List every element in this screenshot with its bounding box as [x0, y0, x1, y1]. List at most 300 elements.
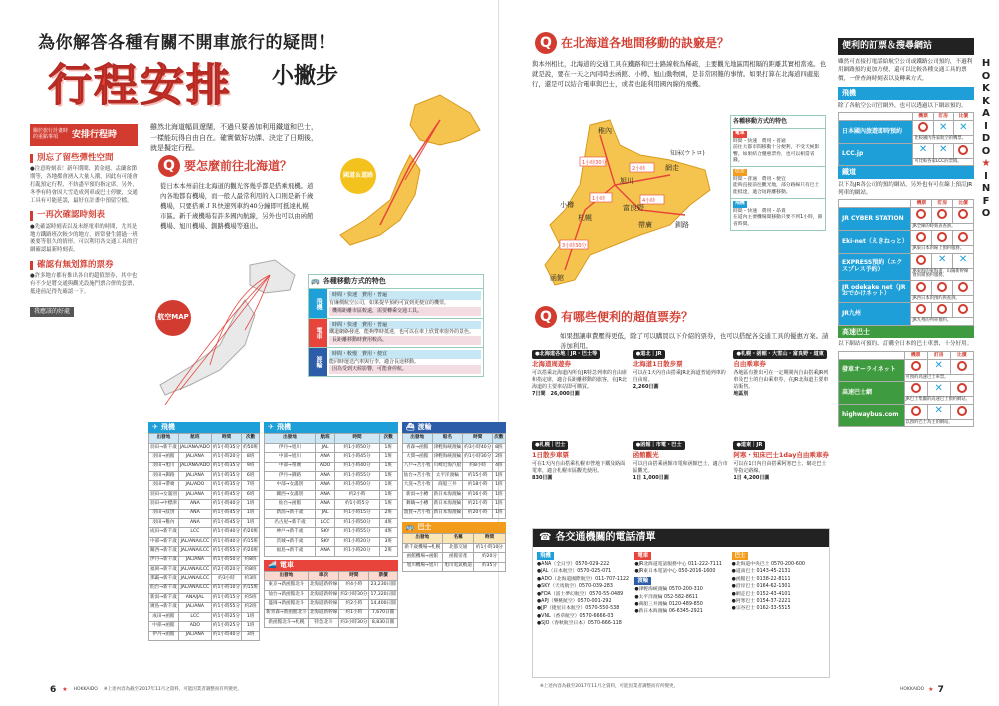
air2-table-title: 飛機 [277, 423, 291, 431]
table-cell: 廣島→新千歲 [149, 603, 179, 612]
phone-list-body [533, 547, 829, 632]
feature-cons: 長距離移動時費用較高。 [329, 336, 481, 345]
table-cell: 函館機場→函館 [402, 553, 442, 562]
table-cell: 約3小時30分 [339, 618, 369, 627]
table-cell: 商船三井 [432, 481, 463, 490]
booking-site-note: JR全線的時刻表查詢。 [911, 223, 974, 231]
table-cell: 約1小時10分 [474, 543, 505, 552]
page-title: 行程安排 [48, 60, 232, 111]
table-cell: 成田→函館 [149, 612, 179, 621]
table-cell: 新日本海渡輪 [432, 490, 463, 499]
table-cell: JAL/ANA [178, 472, 211, 481]
side-title: 便利的訂票＆搜尋網站 [838, 38, 974, 55]
move-feature-body: 在道內主要機場間移動只要不到1小時，節省時間。 [733, 215, 823, 227]
page-number: 7 [937, 685, 944, 695]
booking-col: 機票 [911, 200, 932, 208]
timetables [148, 422, 504, 682]
available-icon [932, 231, 953, 246]
vertical-letter: D [981, 133, 991, 144]
pass-price: 1日 4,200日圓 [733, 474, 770, 481]
table-row [265, 509, 398, 518]
q2-title: 在北海道各地間移動的訣竅是？ [561, 35, 730, 50]
booking-category: 高速巴士 [838, 326, 974, 339]
table-cell: JAL/ANA/ADO [178, 443, 211, 452]
table-cell: 4班 [379, 518, 397, 527]
vertical-letter: F [982, 195, 990, 207]
table-cell: 茨城→新千歲 [265, 537, 316, 546]
ferry-table-title: 渡輪 [417, 423, 432, 431]
table-cell: 9班 [242, 462, 260, 471]
table-cell: 1班 [493, 481, 505, 490]
table-cell: 約1小時50分 [335, 518, 379, 527]
available-icon [932, 208, 953, 223]
vertical-brand [979, 58, 993, 221]
table-row [265, 481, 398, 490]
table-cell: 新青森→新函館北斗 [265, 609, 309, 618]
table-cell: 關西→女滿別 [265, 490, 316, 499]
section-bar: 我應該的好處 [30, 307, 74, 317]
bus-table-title: 巴士 [417, 522, 432, 531]
booking-site-name[interactable]: JR CYBER STATION [839, 208, 911, 231]
pass-price: 1日 1,000日圓 [632, 474, 669, 481]
table-cell: 約2小時 [335, 490, 379, 499]
table-cell: 約20班 [242, 547, 260, 556]
table-cell: 約1小時40分 [211, 528, 241, 537]
phone-icon: ☎ [539, 532, 552, 543]
table-cell: 1班 [379, 500, 397, 509]
table-row [402, 481, 505, 490]
booking-site-name[interactable]: EXPRESS預約（エクスプレス予約） [839, 253, 911, 280]
features-title-text: 各種移動方式的特色 [322, 277, 386, 285]
booking-sites [838, 58, 974, 427]
unavailable-icon: ✕ [953, 253, 974, 268]
booking-note: 以下為JR各公司的預約網站，另外也有可在線上預訂JR列車的網站。 [838, 181, 973, 197]
table-cell: JAL/ANA [178, 453, 211, 462]
booking-site-note: 可比較各家LCC的票價。 [913, 158, 974, 166]
table-row [149, 509, 260, 518]
phone-entry: ●津輕海峽渡輪 0570-200-310 [634, 587, 703, 593]
booking-site-name[interactable]: 發車オーライネット [839, 359, 905, 382]
phone-entry: ●網走巴士 0152-43-4101 [731, 591, 791, 597]
available-icon [950, 382, 973, 397]
booking-table [838, 112, 974, 166]
pass-body: 可以在1日內自由搭乘阿寒巴士、網走巴士等指定路線。 [733, 460, 827, 474]
tip-body: ●注意時刻表！新年期間、黃金週、盂蘭盆節期等，各地都會湧入大量人潮，因此有可能會打亂預定行程，不妨盡早預約指定席。另外，冬季有時會因大雪造成列車或巴士停駛，交通工具有可能延誤，最好在計畫中預留空檔。 [30, 166, 138, 204]
map-time: 1小時 [592, 196, 606, 202]
map-place: 網走 [665, 164, 679, 172]
page-subtitle: 為你解答各種有關不開車旅行的疑問！ [38, 33, 336, 53]
phone-entry: ●FDA（富士夢幻航空）0570-55-0489 [537, 591, 624, 597]
table-cell: 約1小時45分 [335, 453, 379, 462]
booking-note: 以下網站可預約、訂購全日本的巴士車票，十分好用。 [838, 341, 973, 348]
page-footer-left [50, 684, 242, 696]
table-header-cell: 時間 [211, 434, 241, 443]
table-cell: 3班 [242, 631, 260, 640]
table-cell: 約1小時15分 [335, 509, 379, 518]
booking-site-name[interactable]: LCC.jp [839, 143, 913, 166]
air-table [148, 433, 260, 641]
table-row [149, 528, 260, 537]
phone-entry: ●道南巴士 0143-45-2131 [731, 569, 791, 575]
table-cell: ANA [178, 518, 211, 527]
table-cell: 1班 [242, 500, 260, 509]
table-header-cell: 出發地 [402, 534, 442, 543]
phone-entry: ●北海道中央巴士 0570-200-600 [731, 561, 805, 567]
table-cell: 函館帝產 [442, 553, 474, 562]
table-cell: 1班 [379, 481, 397, 490]
table-row [149, 631, 260, 640]
vertical-letter: O [981, 208, 991, 219]
vertical-letter: I [984, 170, 988, 182]
move-feature-body: 前往大都市間移動十分便利，不受天候影響。如果結合優惠票券，也可以相當省錢。 [733, 145, 820, 163]
table-cell: ANA [315, 547, 335, 556]
booking-row [839, 303, 974, 318]
table-cell: SKY [315, 537, 335, 546]
q1-heading [158, 155, 292, 177]
table-header-cell: 時間 [463, 434, 493, 443]
transport-features [308, 274, 484, 377]
table-row [265, 490, 398, 499]
table-cell: LCC [315, 518, 335, 527]
table-row [149, 462, 260, 471]
table-cell: ADO [315, 462, 335, 471]
table-cell: 北海道新幹線 [308, 600, 339, 609]
unavailable-icon: ✕ [953, 121, 973, 136]
table-cell: 伊丹→釧路 [265, 472, 316, 481]
table-cell: 約3小時 [211, 575, 241, 584]
booking-site-name[interactable]: JR九州 [839, 303, 911, 326]
table-cell: 福島→新千歲 [265, 547, 316, 556]
booking-row [839, 359, 974, 374]
table-cell: 2班 [379, 547, 397, 556]
table-cell: 約1小時35分 [211, 462, 241, 471]
bus-table [402, 533, 506, 572]
phone-column [732, 551, 825, 628]
booking-col: 比價 [950, 351, 973, 359]
booking-site-name[interactable]: JR odekake net（JRおでかけネット） [839, 280, 911, 303]
table-header-cell: 出發地 [402, 434, 432, 443]
tip-heading: 別忘了留些彈性空間 [30, 154, 138, 163]
available-icon [953, 231, 974, 246]
side-header-big: 安排行程時 [72, 129, 118, 140]
q2-body: 與本州相比，北海道的交通工具在鐵路和巴士路線較為稀疏，主要觀光地區間相隔的距離其實相當遠。也就是說，要在一天之內同時去函館、小樽、旭山動物園，是非常困難的事情。如果打算在北海道四處旅行，還是可以結合電車與巴士，或者也能利用國內線的飛機。 [532, 60, 826, 88]
table-cell: 約1小時5分 [335, 500, 379, 509]
phone-list-title: 各交通機關的電話清單 [555, 532, 656, 543]
phone-column [537, 551, 630, 628]
booking-site-note: JR東日本的線上預約服務。 [911, 246, 974, 254]
table-cell: 1班 [379, 490, 397, 499]
table-row [265, 500, 398, 509]
table-cell: 川崎近海汽船 [432, 462, 463, 471]
table-cell: 4班 [493, 462, 505, 471]
table-row [265, 600, 398, 609]
table-cell: 東京→新函館北斗 [265, 581, 309, 590]
table-row [265, 462, 398, 471]
air-table-title: 飛機 [160, 423, 175, 431]
vertical-letter: K [982, 95, 990, 107]
available-icon [911, 231, 932, 246]
phone-entry: ●沿岸巴士 0164-62-1301 [731, 584, 791, 590]
table-cell: 八戶→苫小牧 [402, 462, 432, 471]
table-cell: LCC [178, 528, 211, 537]
phone-entry: ●ANA（全日空）0570-029-222 [537, 561, 610, 567]
table-row [149, 556, 260, 565]
booking-row [839, 253, 974, 268]
table-cell: 仙台→新千歲 [149, 584, 179, 593]
table-cell: 羽田→旭川 [149, 462, 179, 471]
table-cell: 中部→函館 [149, 622, 179, 631]
table-cell: 1班 [379, 472, 397, 481]
table-cell: 1班 [242, 612, 260, 621]
table-cell: 約20班 [242, 528, 260, 537]
table-cell: JAL [315, 509, 335, 518]
table-cell: 約5班 [242, 594, 260, 603]
table-cell: 約2小時 [339, 600, 369, 609]
table-cell: 新日本海渡輪 [432, 500, 463, 509]
booking-table [838, 351, 974, 428]
train-icon: 🚄 [268, 560, 277, 569]
map-place: 知床(ウトロ) [670, 150, 705, 157]
pass-region: ●道北｜JR [633, 350, 665, 359]
air2-table-header [264, 422, 398, 433]
booking-site-name[interactable]: 日本國內旅遊即時預約 [839, 121, 913, 144]
table-cell: 1班 [242, 518, 260, 527]
phone-list [532, 528, 830, 678]
pass-body: 可在1天內自由搭乘札幌市營地下鐵及路面電車，適合札幌市區觀光使用。 [532, 460, 626, 474]
table-cell: JAL/ADO [178, 481, 211, 490]
table-cell: 約1小時45分 [211, 490, 241, 499]
table-header-cell: 次數 [493, 434, 505, 443]
move-feature-row [731, 128, 825, 166]
table-row [149, 443, 260, 452]
pass-card [733, 441, 830, 521]
table-row [265, 443, 398, 452]
table-cell: 約1小時30分 [463, 453, 493, 462]
unavailable-icon: ✕ [927, 404, 950, 419]
hokkaido-shape [250, 260, 295, 293]
booking-col: 機票 [913, 113, 933, 121]
pass-body: 可以在1天內自由搭乘JR北海道普通列車的自由席。 [632, 370, 726, 384]
star-icon: ★ [928, 686, 934, 694]
pass-region: ●北海道各地｜JR・巴士等 [532, 350, 600, 359]
table-cell: 7班 [242, 481, 260, 490]
unavailable-icon: ✕ [933, 121, 953, 136]
table-row [402, 543, 505, 552]
move-feature-row [731, 198, 825, 230]
phone-category: 飛機 [537, 552, 554, 560]
table-row [149, 490, 260, 499]
table-cell: 舞鶴→小樽 [402, 500, 432, 509]
table-cell: 名古屋→新千歲 [265, 518, 316, 527]
table-cell: 約1小時55分 [335, 472, 379, 481]
table-cell: ANA [178, 509, 211, 518]
table-header-cell: 時間 [339, 571, 369, 580]
table-cell: 約1小時40分 [211, 500, 241, 509]
table-row [149, 547, 260, 556]
table-cell: 約2小時20分 [211, 565, 241, 574]
booking-row [839, 231, 974, 246]
table-cell: 約3班 [242, 575, 260, 584]
pass-card [733, 350, 830, 437]
table-row [149, 594, 260, 603]
feature-pros: 時間・較慢 費用・便宜 [329, 350, 481, 359]
phone-category: 渡輪 [634, 577, 651, 585]
q-icon: Q [158, 155, 180, 177]
booking-row [839, 404, 974, 419]
bus-table-header [402, 522, 506, 533]
table-cell: JAL/ANA/LCC [178, 547, 211, 556]
move-features-title: 各種移動方式的特色 [733, 118, 788, 125]
table-cell: 太平洋渡輪 [432, 472, 463, 481]
pass-title: 函館觀光 [632, 450, 659, 459]
page-number-right [900, 684, 944, 696]
table-cell: 1班 [242, 509, 260, 518]
phone-entry: ●新日本海渡輪 06-6345-2921 [634, 609, 703, 615]
table-cell: 1班 [493, 472, 505, 481]
booking-col: 比價 [953, 113, 973, 121]
brand: HOKKAIDO [73, 687, 98, 693]
feature-body: 有廉價航空公司，如果提早預約可買到更便宜的機票。 [329, 300, 450, 307]
available-icon [904, 404, 927, 419]
map-place: 釧路 [675, 221, 689, 229]
feature-pros: 時間・快速 費用・普遍 [329, 291, 481, 300]
booking-col [839, 200, 911, 208]
table-row [265, 609, 398, 618]
available-icon [932, 303, 953, 318]
vertical-letter: K [982, 83, 990, 94]
table-cell: 那霸→新千歲 [149, 575, 179, 584]
table-cell: 敦賀→苫小牧 [402, 509, 432, 518]
table-row [149, 584, 260, 593]
table-cell: JAL [315, 443, 335, 452]
table-cell: 約1小時55分 [211, 547, 241, 556]
booking-row [839, 280, 974, 295]
table-cell: 中部→新千歲 [149, 537, 179, 546]
unavailable-icon: ✕ [933, 143, 953, 158]
booking-site-name[interactable]: Eki-net（えきねっと） [839, 231, 911, 254]
table-header-cell: 時間 [474, 534, 505, 543]
table-cell: 約1小時15分 [211, 594, 241, 603]
map-place: 函館 [550, 274, 564, 282]
table-cell: JAL/ANA/ADO [178, 462, 211, 471]
table-row [402, 509, 505, 518]
map-time: 1小時30分 [582, 160, 607, 166]
available-icon [953, 280, 974, 295]
table-cell: 1班 [493, 509, 505, 518]
table-cell: JAL/ANA/LCC [178, 575, 211, 584]
table-row [149, 537, 260, 546]
table-cell: ANA/JAL [178, 594, 211, 603]
booking-site-name[interactable]: 高速巴士網 [839, 382, 905, 405]
q1-body: 從日本本州前往北海道的觀光客幾乎都是搭乘飛機。道內各地都有機場，而一般人最常利用的入口則是新千歲機場，只要搭乘ＪＲ快速列車約40分鐘即可抵達札幌市區。新千歲機場有許多國內航線，另外也可以由函館機場、旭川機場、釧路機場等進出。 [160, 182, 314, 230]
pass-title: 北海道1日散步票 [632, 360, 683, 369]
phone-entry: ●商船三井渡輪 0120-489-850 [634, 601, 703, 607]
phone-entry: ●JAL（日本航空）0570-025-071 [537, 569, 612, 575]
ferry-table-header [402, 422, 506, 433]
move-feature-tag: 時間・快速 費用・昂貴 [733, 208, 786, 214]
footnote: ※上述內容為截至2017年11月之資料，可能因業者調整而有所變更。 [540, 684, 678, 689]
table-cell: 約18小時 [463, 481, 493, 490]
phone-entry: ●JJP（捷星日本航空）0570-550-538 [537, 606, 620, 612]
road-badge: 國道＆道路 [340, 158, 376, 194]
table-cell: 6班 [242, 472, 260, 481]
unavailable-icon: ✕ [932, 253, 953, 268]
phone-column [634, 551, 727, 628]
table-cell: 約3小時40分 [463, 443, 493, 452]
bus-icon: 🚌 [311, 277, 320, 285]
map-place: 富良野 [623, 204, 644, 212]
available-icon [953, 143, 973, 158]
booking-col [839, 113, 913, 121]
table-cell: ANA [315, 453, 335, 462]
phone-list-header [533, 529, 829, 547]
feature-cons: 機場距離市區較遠，需要轉乘交通工具。 [329, 307, 481, 316]
table-row [149, 575, 260, 584]
unavailable-icon: ✕ [913, 143, 933, 158]
table-row [149, 500, 260, 509]
table-cell: 北海道新幹線 [308, 609, 339, 618]
table-cell: 2班 [379, 509, 397, 518]
pass-body: 可以搭乘北海道內所有JR特急列車的自由席和指定席，適合長距離移動的旅客，在JR北海道的主要車站即可購買。 [532, 370, 627, 391]
table-cell: 約1小時25分 [211, 622, 241, 631]
rail-table [264, 571, 398, 628]
hokkaido-shape [410, 95, 480, 145]
table-cell: 伊丹→新千歲 [149, 556, 179, 565]
table-cell: 約2班 [242, 603, 260, 612]
pass-body: 各地區有推出可在一定期間內自由搭乘JR列車及巴士的自由乘車券，在JR北海道主要車站販售。 [733, 370, 829, 391]
table-cell: 新潟→小樽 [402, 490, 432, 499]
table-row [402, 562, 505, 571]
table-cell: 大間→函館 [402, 453, 432, 462]
table-cell: 約1小時25分 [211, 612, 241, 621]
table-row [149, 472, 260, 481]
q-icon: Q [535, 306, 557, 328]
tips-column [30, 148, 138, 678]
vertical-letter: O [981, 145, 991, 157]
air-table-header [148, 422, 260, 433]
hokkaido-map [520, 115, 720, 295]
table-cell: 特急北斗 [308, 618, 339, 627]
ferry-table [402, 433, 506, 519]
table-cell: 羽田→帶廣 [149, 481, 179, 490]
table-cell: 8班 [242, 453, 260, 462]
booking-site-name[interactable]: highwaybus.com [839, 404, 905, 427]
pass-title: 阿寒・知床巴士1day自由乘車券 [733, 450, 829, 459]
rail-table-title: 電車 [279, 560, 294, 569]
plane-icon: ✈ [152, 423, 158, 431]
booking-row [839, 143, 974, 158]
move-feature-tag: 時間・快速 費用・普通 [733, 138, 786, 144]
table-row [265, 590, 398, 599]
plane-icon: ✈ [268, 423, 274, 431]
table-cell: 羽田→函館 [149, 453, 179, 462]
table-cell: ANA [178, 500, 211, 509]
booking-col: 訂房 [933, 113, 953, 121]
phone-entry: ●JR東日本電話中心 050-2016-1600 [634, 569, 716, 575]
available-icon [932, 280, 953, 295]
pass-card [633, 441, 730, 521]
booking-site-note: 可預約高速巴士車票。 [904, 374, 974, 382]
vertical-letter: N [981, 183, 991, 194]
table-cell: 1班 [493, 490, 505, 499]
booking-row [839, 121, 974, 136]
table-row [265, 618, 398, 627]
phone-entry: ●JR北海道電話服務中心 011-222-7111 [634, 561, 722, 567]
booking-site-note: JR巴士集團的高速巴士預約網站。 [904, 397, 974, 405]
table-cell: 北海道新幹線 [308, 590, 339, 599]
table-cell: 6班 [242, 490, 260, 499]
table-cell: 約1小時45分 [211, 518, 241, 527]
